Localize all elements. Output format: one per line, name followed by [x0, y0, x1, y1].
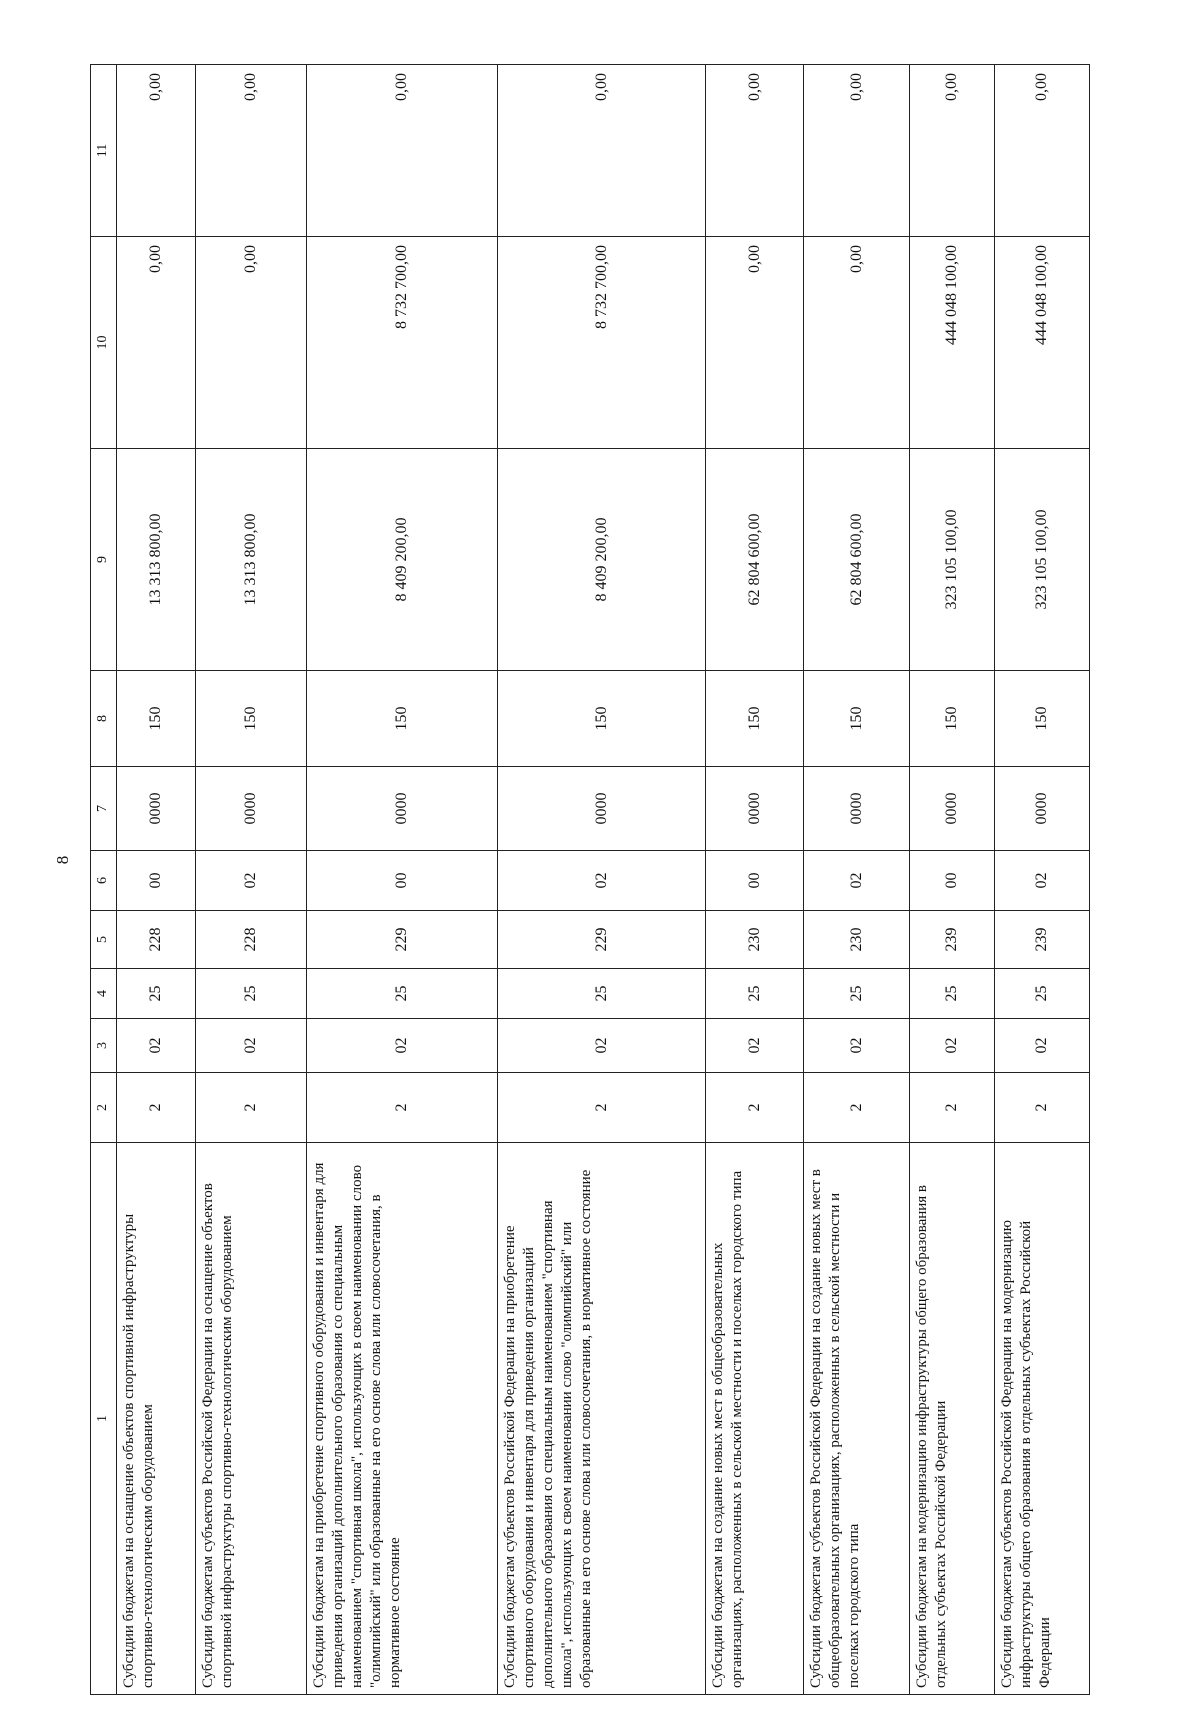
row-description: Субсидии бюджетам на оснащение объектов спортивной инфраструктуры спортивно-технологическим оборудованием — [116, 1143, 196, 1695]
cell-code: 2 — [910, 1073, 994, 1143]
cell-code: 02 — [706, 1019, 804, 1073]
column-header: 7 — [91, 767, 117, 851]
cell-code: 02 — [196, 1019, 307, 1073]
cell-code: 02 — [196, 851, 307, 911]
cell-code: 0000 — [497, 767, 705, 851]
table-row — [994, 65, 1089, 1695]
cell-code: 150 — [994, 671, 1089, 767]
cell-code: 2 — [196, 1073, 307, 1143]
column-header: 5 — [91, 911, 117, 969]
cell-code: 0000 — [196, 767, 307, 851]
cell-code: 25 — [307, 969, 498, 1019]
row-description: Субсидии бюджетам на модернизацию инфраструктуры общего образования в отдельных субъектах Российской Федерации — [910, 1143, 994, 1695]
cell-amount: 8 409 200,00 — [497, 449, 705, 671]
budget-table — [90, 64, 1090, 1695]
cell-code: 02 — [910, 1019, 994, 1073]
rotated-page — [90, 65, 1090, 1695]
cell-code: 150 — [196, 671, 307, 767]
cell-code: 0000 — [994, 767, 1089, 851]
page-number: 8 — [53, 855, 72, 865]
cell-code: 25 — [706, 969, 804, 1019]
cell-code: 2 — [803, 1073, 909, 1143]
row-description: Субсидии бюджетам субъектов Российской Федерации на модернизацию инфраструктуры общего образования в отдельных субъектах Российской Федерации — [994, 1143, 1089, 1695]
table-row — [497, 65, 705, 1695]
table-row — [803, 65, 909, 1695]
cell-amount: 0,00 — [116, 237, 196, 449]
cell-code: 229 — [497, 911, 705, 969]
row-description: Субсидии бюджетам субъектов Российской Федерации на оснащение объектов спортивной инфраструктуры спортивно-технологическим оборудованием — [196, 1143, 307, 1695]
column-header: 3 — [91, 1019, 117, 1073]
table-row — [910, 65, 994, 1695]
cell-code: 150 — [497, 671, 705, 767]
cell-code: 25 — [803, 969, 909, 1019]
cell-code: 239 — [910, 911, 994, 969]
table-row — [307, 65, 498, 1695]
cell-amount: 0,00 — [196, 237, 307, 449]
cell-code: 228 — [196, 911, 307, 969]
cell-amount: 0,00 — [803, 65, 909, 237]
column-header: 4 — [91, 969, 117, 1019]
cell-code: 150 — [307, 671, 498, 767]
cell-code: 0000 — [910, 767, 994, 851]
cell-amount: 323 105 100,00 — [910, 449, 994, 671]
cell-code: 228 — [116, 911, 196, 969]
cell-code: 150 — [116, 671, 196, 767]
cell-code: 25 — [497, 969, 705, 1019]
cell-amount: 0,00 — [910, 65, 994, 237]
cell-amount: 0,00 — [994, 65, 1089, 237]
cell-amount: 0,00 — [116, 65, 196, 237]
cell-amount: 13 313 800,00 — [116, 449, 196, 671]
cell-code: 239 — [994, 911, 1089, 969]
cell-code: 2 — [706, 1073, 804, 1143]
column-header: 6 — [91, 851, 117, 911]
cell-code: 0000 — [116, 767, 196, 851]
cell-amount: 0,00 — [307, 65, 498, 237]
cell-code: 25 — [994, 969, 1089, 1019]
cell-code: 02 — [307, 1019, 498, 1073]
cell-code: 00 — [910, 851, 994, 911]
column-header: 1 — [91, 1143, 117, 1695]
cell-amount: 0,00 — [497, 65, 705, 237]
cell-code: 02 — [994, 1019, 1089, 1073]
table-row — [196, 65, 307, 1695]
cell-code: 2 — [307, 1073, 498, 1143]
cell-code: 25 — [196, 969, 307, 1019]
cell-amount: 0,00 — [196, 65, 307, 237]
cell-code: 02 — [497, 1019, 705, 1073]
cell-amount: 0,00 — [803, 237, 909, 449]
row-description: Субсидии бюджетам субъектов Российской Федерации на создание новых мест в общеобразовательных организациях, расположенных в сельской местности и поселках городского типа — [803, 1143, 909, 1695]
cell-code: 150 — [706, 671, 804, 767]
cell-amount: 0,00 — [706, 237, 804, 449]
cell-code: 02 — [994, 851, 1089, 911]
row-description: Субсидии бюджетам субъектов Российской Федерации на приобретение спортивного оборудования и инвентаря для приведения организаций дополнительного образования со специальным наименованием "спортивная школа", использующих в своем наименовании слово "олимпийский" или образованные на его основе слова или словосочетания, в нормативное состояние — [497, 1143, 705, 1695]
cell-code: 150 — [910, 671, 994, 767]
cell-amount: 62 804 600,00 — [706, 449, 804, 671]
cell-code: 0000 — [307, 767, 498, 851]
column-header: 9 — [91, 449, 117, 671]
cell-amount: 444 048 100,00 — [994, 237, 1089, 449]
cell-code: 2 — [497, 1073, 705, 1143]
cell-amount: 8 409 200,00 — [307, 449, 498, 671]
cell-code: 2 — [116, 1073, 196, 1143]
cell-code: 02 — [803, 1019, 909, 1073]
cell-amount: 0,00 — [706, 65, 804, 237]
cell-code: 0000 — [706, 767, 804, 851]
row-description: Субсидии бюджетам на создание новых мест в общеобразовательных организациях, расположенных в сельской местности и поселках городского типа — [706, 1143, 804, 1695]
cell-code: 00 — [116, 851, 196, 911]
cell-code: 230 — [706, 911, 804, 969]
cell-amount: 444 048 100,00 — [910, 237, 994, 449]
column-header: 2 — [91, 1073, 117, 1143]
cell-amount: 13 313 800,00 — [196, 449, 307, 671]
cell-amount: 62 804 600,00 — [803, 449, 909, 671]
cell-code: 25 — [910, 969, 994, 1019]
cell-code: 2 — [994, 1073, 1089, 1143]
cell-code: 02 — [497, 851, 705, 911]
cell-amount: 8 732 700,00 — [497, 237, 705, 449]
cell-amount: 323 105 100,00 — [994, 449, 1089, 671]
cell-code: 00 — [706, 851, 804, 911]
cell-code: 00 — [307, 851, 498, 911]
cell-code: 02 — [116, 1019, 196, 1073]
cell-code: 150 — [803, 671, 909, 767]
cell-code: 02 — [803, 851, 909, 911]
column-header: 8 — [91, 671, 117, 767]
column-header: 11 — [91, 65, 117, 237]
cell-amount: 8 732 700,00 — [307, 237, 498, 449]
table-row — [116, 65, 196, 1695]
cell-code: 25 — [116, 969, 196, 1019]
column-header: 10 — [91, 237, 117, 449]
table-row — [706, 65, 804, 1695]
header-row — [91, 65, 117, 1695]
row-description: Субсидии бюджетам на приобретение спортивного оборудования и инвентаря для приведения организаций дополнительного образования со специальным наименованием "спортивная школа", использующих в своем наименовании слово "олимпийский" или образованные на его основе слова или словосочетания, в нормативное состояние — [307, 1143, 498, 1695]
cell-code: 229 — [307, 911, 498, 969]
cell-code: 0000 — [803, 767, 909, 851]
cell-code: 230 — [803, 911, 909, 969]
